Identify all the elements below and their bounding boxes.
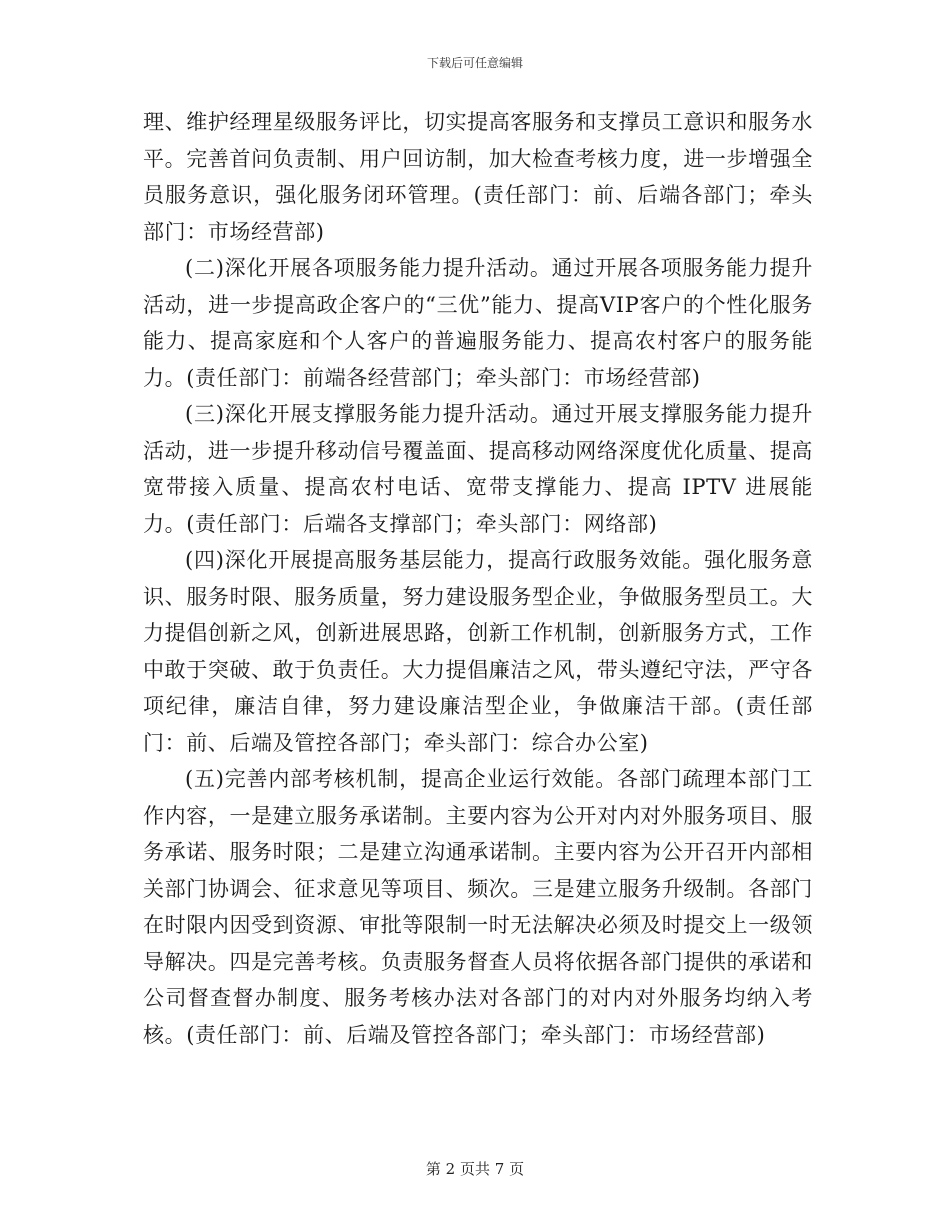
paragraph-1: 理、维护经理星级服务评比，切实提高客服务和支撑员工意识和服务水平。完善首问负责制、用户回访制，加大检查考核力度，进一步增强全员服务意识，强化服务闭环管理。(责任部门：前、后端各部门；牵头部门：市场经营部): [143, 110, 813, 244]
paragraph-2: (二)深化开展各项服务能力提升活动。通过开展各项服务能力提升活动，进一步提高政企客户的“三优”能力、提高VIP客户的个性化服务能力、提高家庭和个人客户的普遍服务能力、提高农村客户的服务能力。(责任部门：前端各经营部门；牵头部门：市场经营部): [143, 256, 813, 390]
page-header-note: 下载后可任意编辑: [426, 56, 523, 70]
paragraph-5: (五)完善内部考核机制，提高企业运行效能。各部门疏理本部门工作内容，一是建立服务承诺制。主要内容为公开对内对外服务项目、服务承诺、服务时限；二是建立沟通承诺制。主要内容为公开召开内部相关部门协调会、征求意见等项目、频次。三是建立服务升级制。各部门在时限内因受到资源、审批等限制一时无法解决必须及时提交上一级领导解决。四是完善考核。负责服务督查人员将依据各部门提供的承诺和公司督查督办制度、服务考核办法对各部门的对内对外服务均纳入考核。(责任部门：前、后端及管控各部门；牵头部门：市场经营部): [143, 767, 813, 1047]
document-body: [143, 104, 813, 1053]
paragraph-4: (四)深化开展提高服务基层能力，提高行政服务效能。强化服务意识、服务时限、服务质量，努力建设服务型企业，争做服务型员工。大力提倡创新之风，创新进展思路，创新工作机制，创新服务方式，工作中敢于突破、敢于负责任。大力提倡廉洁之风，带头遵纪守法，严守各项纪律，廉洁自律，努力建设廉洁型企业，争做廉洁干部。(责任部门：前、后端及管控各部门；牵头部门：综合办公室): [143, 548, 813, 755]
paragraph-3: (三)深化开展支撑服务能力提升活动。通过开展支撑服务能力提升活动，进一步提升移动信号覆盖面、提高移动网络深度优化质量、提高宽带接入质量、提高农村电话、宽带支撑能力、提高 IPTV 进展能力。(责任部门：后端各支撑部门；牵头部门：网络部): [143, 402, 813, 536]
page-number: 第 2 页共 7 页: [425, 1160, 525, 1178]
